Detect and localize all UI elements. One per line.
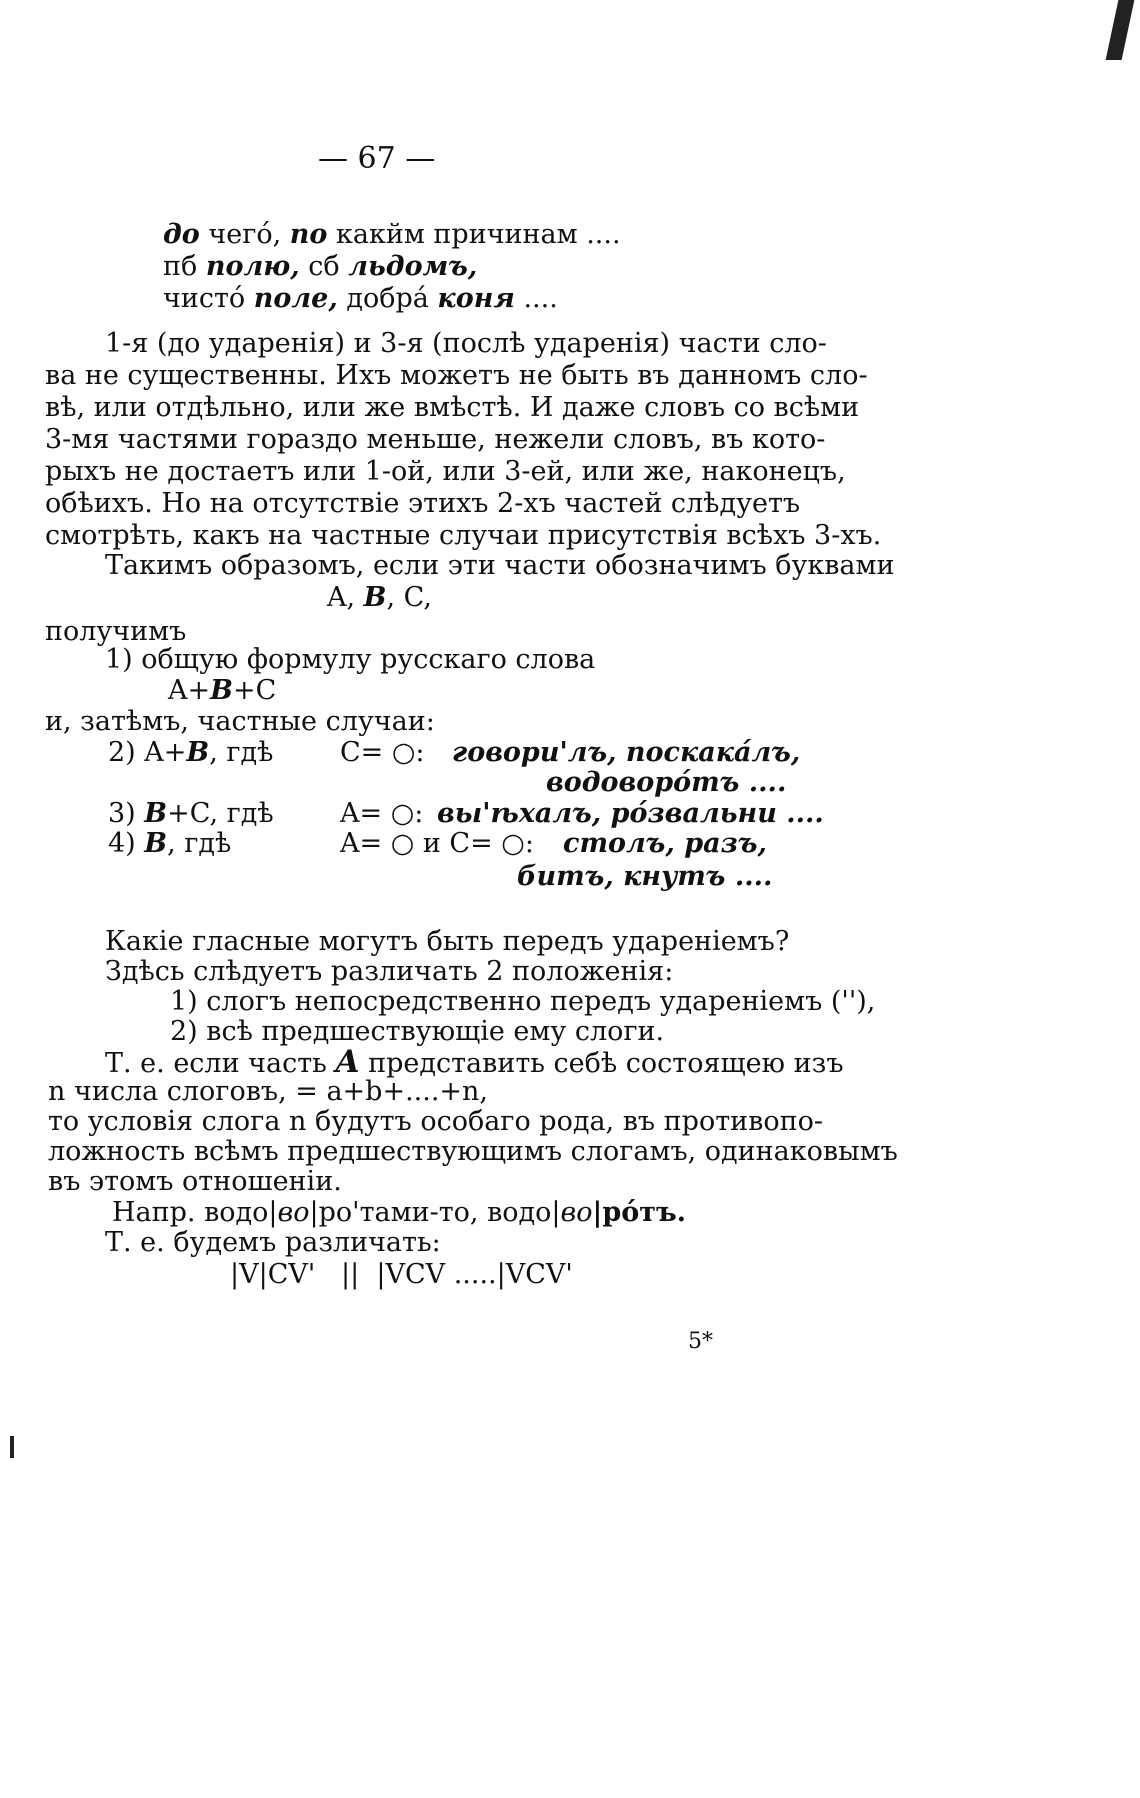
paragraph-line: то условія слога n будутъ особаго рода, въ противопо- — [48, 1106, 823, 1137]
poluchim-label: получимъ — [45, 616, 187, 647]
syllable-scheme: |V|CV' || |VCV .....|VCV' — [230, 1259, 573, 1290]
paragraph-line: 1-я (до ударенія) и 3-я (послѣ ударенія) части сло- — [105, 328, 827, 359]
case-3-condition: A= ○: — [340, 798, 424, 829]
paragraph-line: вѣ, или отдѣльно, или же вмѣстѣ. И даже словъ со всѣми — [45, 392, 860, 423]
case-2-condition: C= ○: — [340, 737, 425, 768]
scan-edge-mark — [1106, 0, 1135, 60]
formula-label: 1) общую формулу русскаго слова — [105, 644, 596, 675]
paragraph-line: ва не существенны. Ихъ можетъ не быть въ данномъ сло- — [45, 360, 868, 391]
verse-line: чисто́ поле, добрá коня .... — [163, 283, 558, 314]
verse-line: до чего́, по какйм причинам .... — [163, 219, 621, 250]
condition-last-line: въ этомъ отношеніи. — [48, 1166, 342, 1197]
case-4-formula: 4) B, гдѣ — [108, 828, 232, 859]
scan-margin-mark — [10, 1436, 14, 1458]
cases-intro: и, затѣмъ, частные случаи: — [45, 706, 435, 737]
positions-intro: Здѣсь слѣдуетъ различать 2 положенія: — [105, 956, 674, 987]
paragraph-line: обѣихъ. Но на отсутствіе этихъ 2-хъ частей слѣдуетъ — [45, 488, 801, 519]
case-2-examples-cont: водоворо́тъ .... — [546, 767, 787, 798]
case-3-formula: 3) B+C, гдѣ — [108, 798, 274, 829]
paragraph-line: смотрѣть, какъ на частные случаи присутствія всѣхъ 3-хъ. — [45, 520, 882, 551]
te-line-2: Т. е. будемъ различать: — [105, 1227, 441, 1258]
case-4-condition: A= ○ и C= ○: — [340, 828, 534, 859]
paragraph-line: 3-мя частями гораздо меньше, нежели словъ, въ кото- — [45, 424, 826, 455]
case-2-examples: говори'лъ, поскака́лъ, — [452, 737, 801, 768]
general-formula: A+B+C — [168, 675, 277, 706]
case-3-examples: вы'ѣхалъ, ро́звальни .... — [437, 798, 824, 829]
position-2: 2) всѣ предшествующіе ему слоги. — [170, 1016, 665, 1047]
paragraph-line: ложность всѣмъ предшествующимъ слогамъ, одинаковымъ — [48, 1136, 898, 1167]
notation-intro-line: Такимъ образомъ, если эти части обозначимъ буквами — [105, 550, 895, 581]
position-1: 1) слогъ непосредственно передъ удареніемъ (''), — [170, 986, 876, 1017]
paragraph-line: рыхъ не достаетъ или 1-ой, или 3-ей, или же, наконецъ, — [45, 456, 846, 487]
abc-notation: A, B, C, — [327, 582, 432, 613]
te-line-1: Т. е. если часть A представить себѣ состоящею изъ — [105, 1044, 844, 1080]
case-4-examples-cont: битъ, кнутъ .... — [517, 861, 773, 892]
case-4-examples: столъ, разъ, — [563, 828, 767, 859]
page-number: — 67 — — [318, 141, 436, 176]
case-2-formula: 2) A+B, гдѣ — [108, 737, 274, 768]
n-syllables-line: n числа слоговъ, = a+b+....+n, — [48, 1076, 489, 1107]
example-line: Напр. водо|во|ро'тами-то, водо|во|ро́тъ. — [112, 1197, 687, 1228]
verse-line: пб полю, сб льдомъ, — [163, 251, 478, 282]
signature-mark: 5* — [688, 1329, 713, 1354]
vowels-question: Какіе гласные могутъ быть передъ удареніемъ? — [105, 926, 790, 957]
